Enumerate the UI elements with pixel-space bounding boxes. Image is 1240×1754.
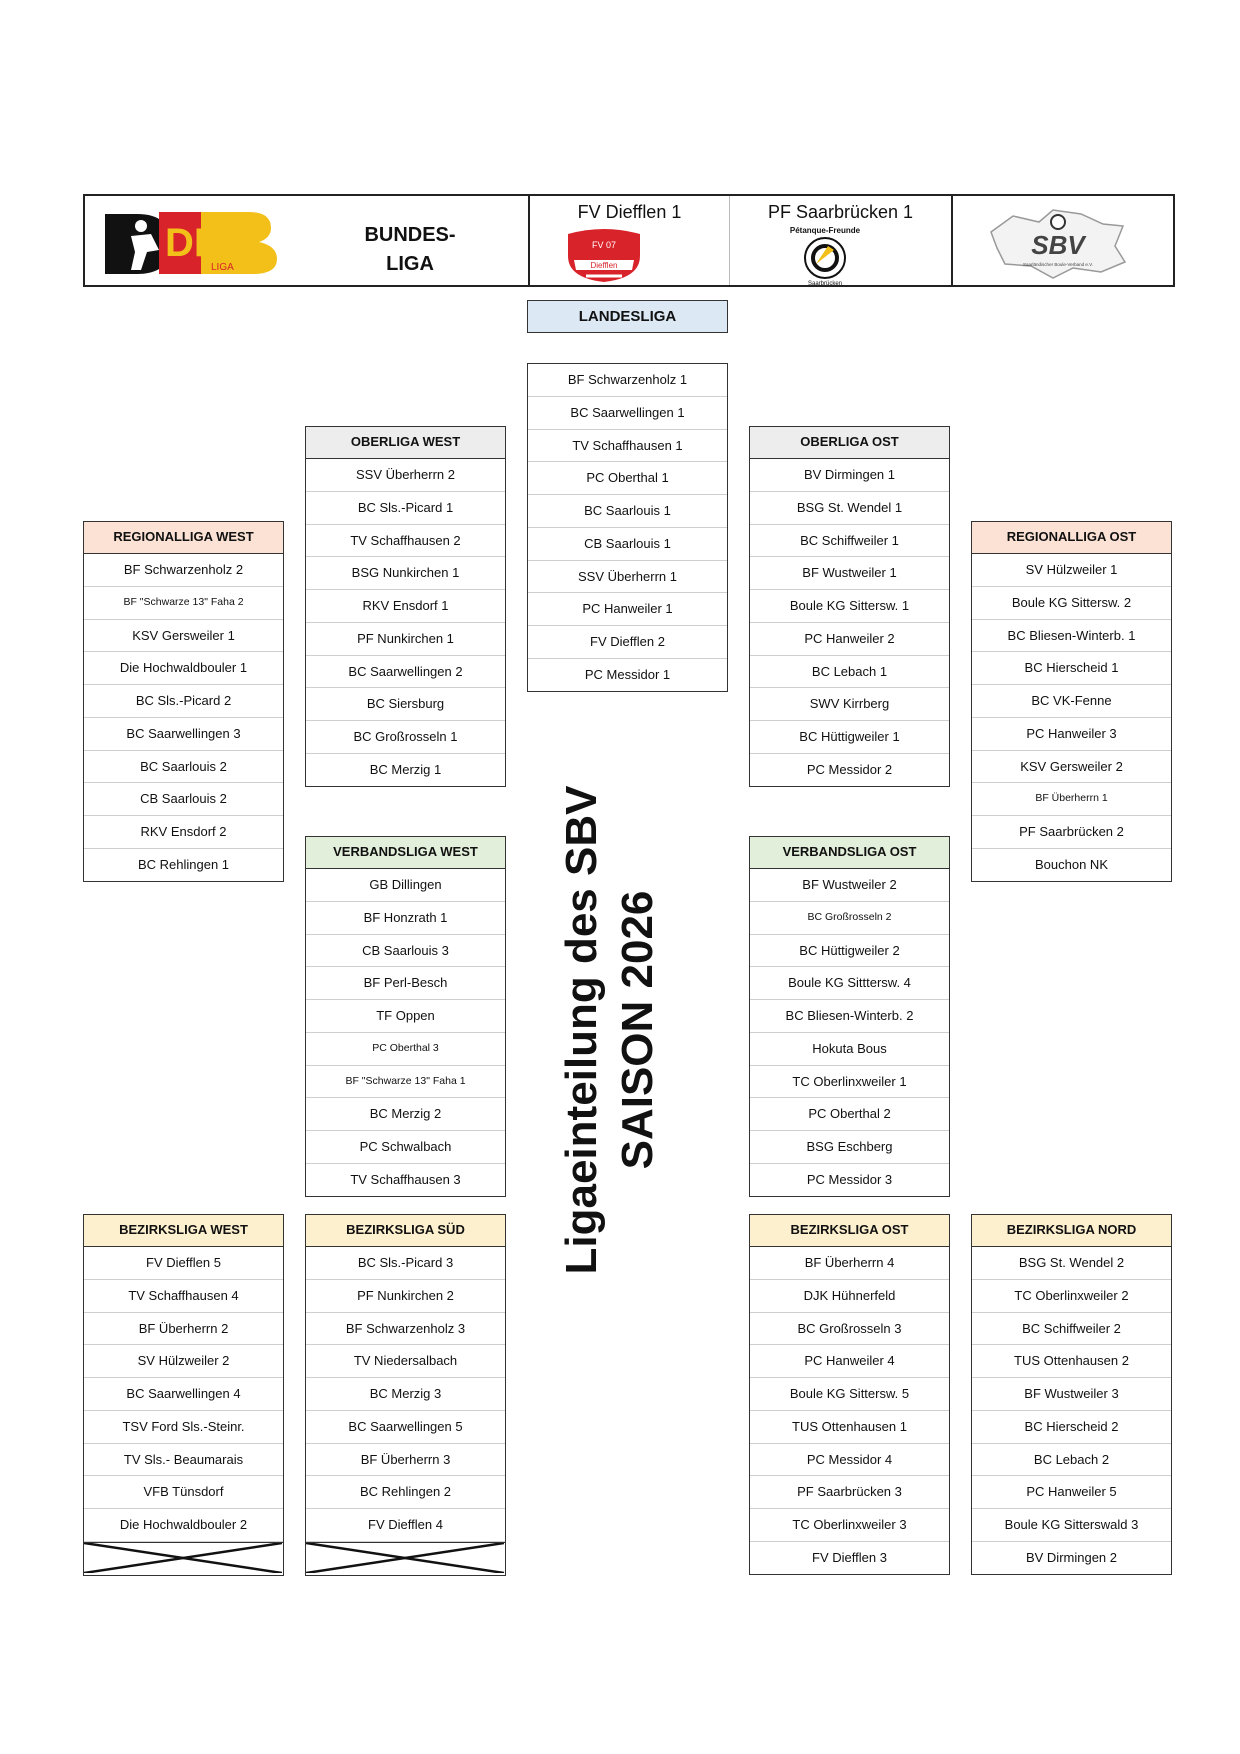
cross-mark: [306, 1543, 504, 1573]
team-row: FV Diefflen 5: [84, 1247, 283, 1280]
team-row: SSV Überherrn 2: [306, 459, 505, 492]
team-row: TV Schaffhausen 4: [84, 1280, 283, 1313]
season-title-line1: Ligaeinteilung des SBV: [557, 785, 606, 1275]
team-row: BC Schiffweiler 1: [750, 525, 949, 558]
dpb-logo-sub: LIGA: [211, 262, 234, 273]
team-row: BC Rehlingen 1: [137, 856, 230, 872]
team-row: Boule KG Sitterswald 3: [972, 1509, 1171, 1542]
team-row: TF Oppen: [306, 1000, 505, 1033]
team-row: BF Wustweiler 2: [750, 869, 949, 902]
team-row: Boule KG Sitttersw. 4: [750, 967, 949, 1000]
team-row: PC Messidor 1: [584, 666, 671, 682]
team-row: CB Saarlouis 1: [528, 528, 727, 561]
team-row: BC Großrosseln 1: [306, 721, 505, 754]
team1-logo-top: FV 07: [591, 240, 617, 250]
team-row: BF Schwarzenholz 1: [528, 364, 727, 397]
team-row: Bouchon NK: [1035, 856, 1108, 872]
team-row: BC Saarwellingen 4: [84, 1378, 283, 1411]
league-header: BEZIRKSLIGA SÜD: [306, 1215, 505, 1247]
fv-diefflen-logo: [564, 226, 644, 284]
team-row: GB Dillingen: [306, 869, 505, 902]
team-row: BC Saarlouis 1: [528, 495, 727, 528]
empty-slot-crossed: [306, 1542, 505, 1575]
team-row: TUS Ottenhausen 1: [750, 1411, 949, 1444]
league-header: BEZIRKSLIGA WEST: [84, 1215, 283, 1247]
team-row: BC Merzig 2: [306, 1098, 505, 1131]
team-row: CB Saarlouis 2: [84, 783, 283, 816]
team-row: Boule KG Sittersw. 1: [750, 590, 949, 623]
team-row: BC Sls.-Picard 2: [84, 685, 283, 718]
bezirksliga-sued-table: [305, 1214, 506, 1576]
team-row: BF Überherrn 2: [84, 1313, 283, 1346]
team-row: PF Saarbrücken 2: [972, 816, 1171, 849]
team-row: SV Hülzweiler 2: [84, 1345, 283, 1378]
sbv-logo-sub: Saarländischer Boule-Verband e.V.: [1023, 262, 1093, 267]
team-row: BC Lebach 2: [972, 1444, 1171, 1477]
team-row: BF Überherrn 3: [306, 1444, 505, 1477]
bezirksliga-west-table: [83, 1214, 284, 1576]
sbv-cell: [953, 196, 1175, 285]
team-row: PC Oberthal 2: [750, 1098, 949, 1131]
team-row: TC Oberlinxweiler 2: [972, 1280, 1171, 1313]
team-row: PC Hanweiler 1: [528, 593, 727, 626]
team-row: TC Oberlinxweiler 3: [750, 1509, 949, 1542]
team-row: PC Oberthal 3: [306, 1033, 505, 1066]
team2-logo-text: Pétanque-Freunde: [789, 226, 861, 235]
bezirksliga-ost-table: [749, 1214, 950, 1575]
team-row: BV Dirmingen 1: [750, 459, 949, 492]
sbv-logo-text: SBV: [1031, 230, 1085, 260]
team-row: TC Oberlinxweiler 1: [750, 1066, 949, 1099]
empty-slot-crossed: [84, 1542, 283, 1575]
team1-name: FV Diefflen 1: [577, 202, 682, 222]
team-row: Die Hochwaldbouler 1: [84, 652, 283, 685]
bundesliga-title: [340, 221, 480, 279]
team-row: BF Schwarzenholz 2: [84, 554, 283, 587]
league-header: REGIONALLIGA OST: [972, 522, 1171, 554]
team-row: FV Diefflen 2: [528, 626, 727, 659]
team-row: BC Hüttigweiler 1: [750, 721, 949, 754]
team-row: TV Niedersalbach: [306, 1345, 505, 1378]
team-row: BF "Schwarze 13" Faha 2: [84, 587, 283, 620]
team-row: Hokuta Bous: [750, 1033, 949, 1066]
team-row: BC Saarwellingen 3: [84, 718, 283, 751]
team-row: BC Bliesen-Winterb. 2: [750, 1000, 949, 1033]
team-row: PC Oberthal 1: [528, 462, 727, 495]
team-row: CB Saarlouis 3: [306, 935, 505, 968]
bezirksliga-nord-table: [971, 1214, 1172, 1575]
team-row: BF Perl-Besch: [306, 967, 505, 1000]
team-row: BC Saarwellingen 1: [528, 397, 727, 430]
team-row: BC Siersburg: [306, 688, 505, 721]
bundesliga-cell: [85, 196, 528, 285]
team-row: FV Diefflen 3: [812, 1549, 887, 1565]
team-row: BC Sls.-Picard 3: [306, 1247, 505, 1280]
sbv-logo: [983, 202, 1133, 282]
team-row: BC Großrosseln 3: [750, 1313, 949, 1346]
league-header: OBERLIGA OST: [750, 427, 949, 459]
bundesliga-banner: [83, 194, 1175, 287]
landesliga-table: [527, 363, 728, 692]
landesliga-title: LANDESLIGA: [527, 300, 728, 333]
season-title-line2: SAISON 2026: [613, 890, 662, 1170]
league-header: BEZIRKSLIGA OST: [750, 1215, 949, 1247]
team-row: SSV Überherrn 1: [528, 561, 727, 594]
team-row: TSV Ford Sls.-Steinr.: [84, 1411, 283, 1444]
team-row: Die Hochwaldbouler 2: [84, 1509, 283, 1542]
verbandsliga-ost-table: [749, 836, 950, 1197]
team-row: BC Saarwellingen 5: [306, 1411, 505, 1444]
team-row: BF Wustweiler 3: [972, 1378, 1171, 1411]
oberliga-west-table: [305, 426, 506, 787]
team-row: BF "Schwarze 13" Faha 1: [306, 1066, 505, 1099]
team-row: BSG Nunkirchen 1: [306, 557, 505, 590]
regionalliga-ost-table: [971, 521, 1172, 882]
team-row: BC Sls.-Picard 1: [306, 492, 505, 525]
team-row: BF Honzrath 1: [306, 902, 505, 935]
team-row: KSV Gersweiler 2: [972, 751, 1171, 784]
team-row: PF Saarbrücken 3: [750, 1476, 949, 1509]
team-row: KSV Gersweiler 1: [84, 620, 283, 653]
team-row: BSG Eschberg: [750, 1131, 949, 1164]
team-row: BC Schiffweiler 2: [972, 1313, 1171, 1346]
dpb-logo-text: DPB: [165, 221, 250, 265]
team1-logo-bottom: Diefflen: [590, 261, 618, 270]
team-row: BSG St. Wendel 2: [972, 1247, 1171, 1280]
team-row: TV Schaffhausen 3: [350, 1171, 461, 1187]
team-row: TUS Ottenhausen 2: [972, 1345, 1171, 1378]
team-row: BSG St. Wendel 1: [750, 492, 949, 525]
team-row: TV Sls.- Beaumarais: [84, 1444, 283, 1477]
team-row: RKV Ensdorf 2: [84, 816, 283, 849]
team-row: BC Bliesen-Winterb. 1: [972, 620, 1171, 653]
team-row: RKV Ensdorf 1: [306, 590, 505, 623]
team2-name: PF Saarbrücken 1: [767, 202, 914, 222]
team-row: BF Überherrn 4: [750, 1247, 949, 1280]
team-row: SV Hülzweiler 1: [972, 554, 1171, 587]
team-row: PC Hanweiler 4: [750, 1345, 949, 1378]
team-row: PC Schwalbach: [306, 1131, 505, 1164]
team-row: BF Schwarzenholz 3: [306, 1313, 505, 1346]
team-row: BF Überherrn 1: [972, 783, 1171, 816]
team-row: PC Hanweiler 5: [972, 1476, 1171, 1509]
league-header: REGIONALLIGA WEST: [84, 522, 283, 554]
season-title: [520, 780, 700, 1280]
league-header: VERBANDSLIGA OST: [750, 837, 949, 869]
regionalliga-west-table: [83, 521, 284, 882]
team-row: BC Lebach 1: [750, 656, 949, 689]
team-row: PC Messidor 2: [806, 761, 893, 777]
team-row: BV Dirmingen 2: [1025, 1549, 1118, 1565]
league-header: BEZIRKSLIGA NORD: [972, 1215, 1171, 1247]
team-row: BF Wustweiler 1: [750, 557, 949, 590]
team-row: BC Merzig 3: [306, 1378, 505, 1411]
bundesliga-title-line1: BUNDES-: [364, 224, 456, 246]
pf-saarbruecken-logo: [780, 224, 870, 286]
team-row: TV Schaffhausen 2: [306, 525, 505, 558]
team2-cell: [730, 196, 951, 285]
team-row: PF Nunkirchen 1: [306, 623, 505, 656]
cross-mark: [84, 1543, 282, 1573]
league-header: OBERLIGA WEST: [306, 427, 505, 459]
team-row: PF Nunkirchen 2: [306, 1280, 505, 1313]
team-row: BC Großrosseln 2: [750, 902, 949, 935]
bundesliga-title-line2: LIGA: [386, 253, 434, 275]
team-row: BC Hierscheid 2: [972, 1411, 1171, 1444]
team-row: BC Saarwellingen 2: [306, 656, 505, 689]
dpb-liga-logo: [101, 206, 281, 276]
team-row: PC Messidor 4: [750, 1444, 949, 1477]
team-row: BC Rehlingen 2: [306, 1476, 505, 1509]
team1-cell: [530, 196, 729, 285]
team-row: PC Hanweiler 3: [972, 718, 1171, 751]
team-row: Boule KG Sittersw. 2: [972, 587, 1171, 620]
team-row: SWV Kirrberg: [750, 688, 949, 721]
oberliga-ost-table: [749, 426, 950, 787]
team-row: PC Messidor 3: [806, 1171, 893, 1187]
team-row: BC Hierscheid 1: [972, 652, 1171, 685]
team-row: VFB Tünsdorf: [84, 1476, 283, 1509]
team-row: BC Hüttigweiler 2: [750, 935, 949, 968]
team-row: Boule KG Sittersw. 5: [750, 1378, 949, 1411]
verbandsliga-west-table: [305, 836, 506, 1197]
team2-logo-sub: Saarbrücken: [807, 281, 843, 286]
team-row: PC Hanweiler 2: [750, 623, 949, 656]
team-row: DJK Hühnerfeld: [750, 1280, 949, 1313]
team-row: BC Saarlouis 2: [84, 751, 283, 784]
team-row: FV Diefflen 4: [306, 1509, 505, 1542]
team-row: BC VK-Fenne: [972, 685, 1171, 718]
league-header: VERBANDSLIGA WEST: [306, 837, 505, 869]
team-row: TV Schaffhausen 1: [528, 430, 727, 463]
team-row: BC Merzig 1: [369, 761, 442, 777]
